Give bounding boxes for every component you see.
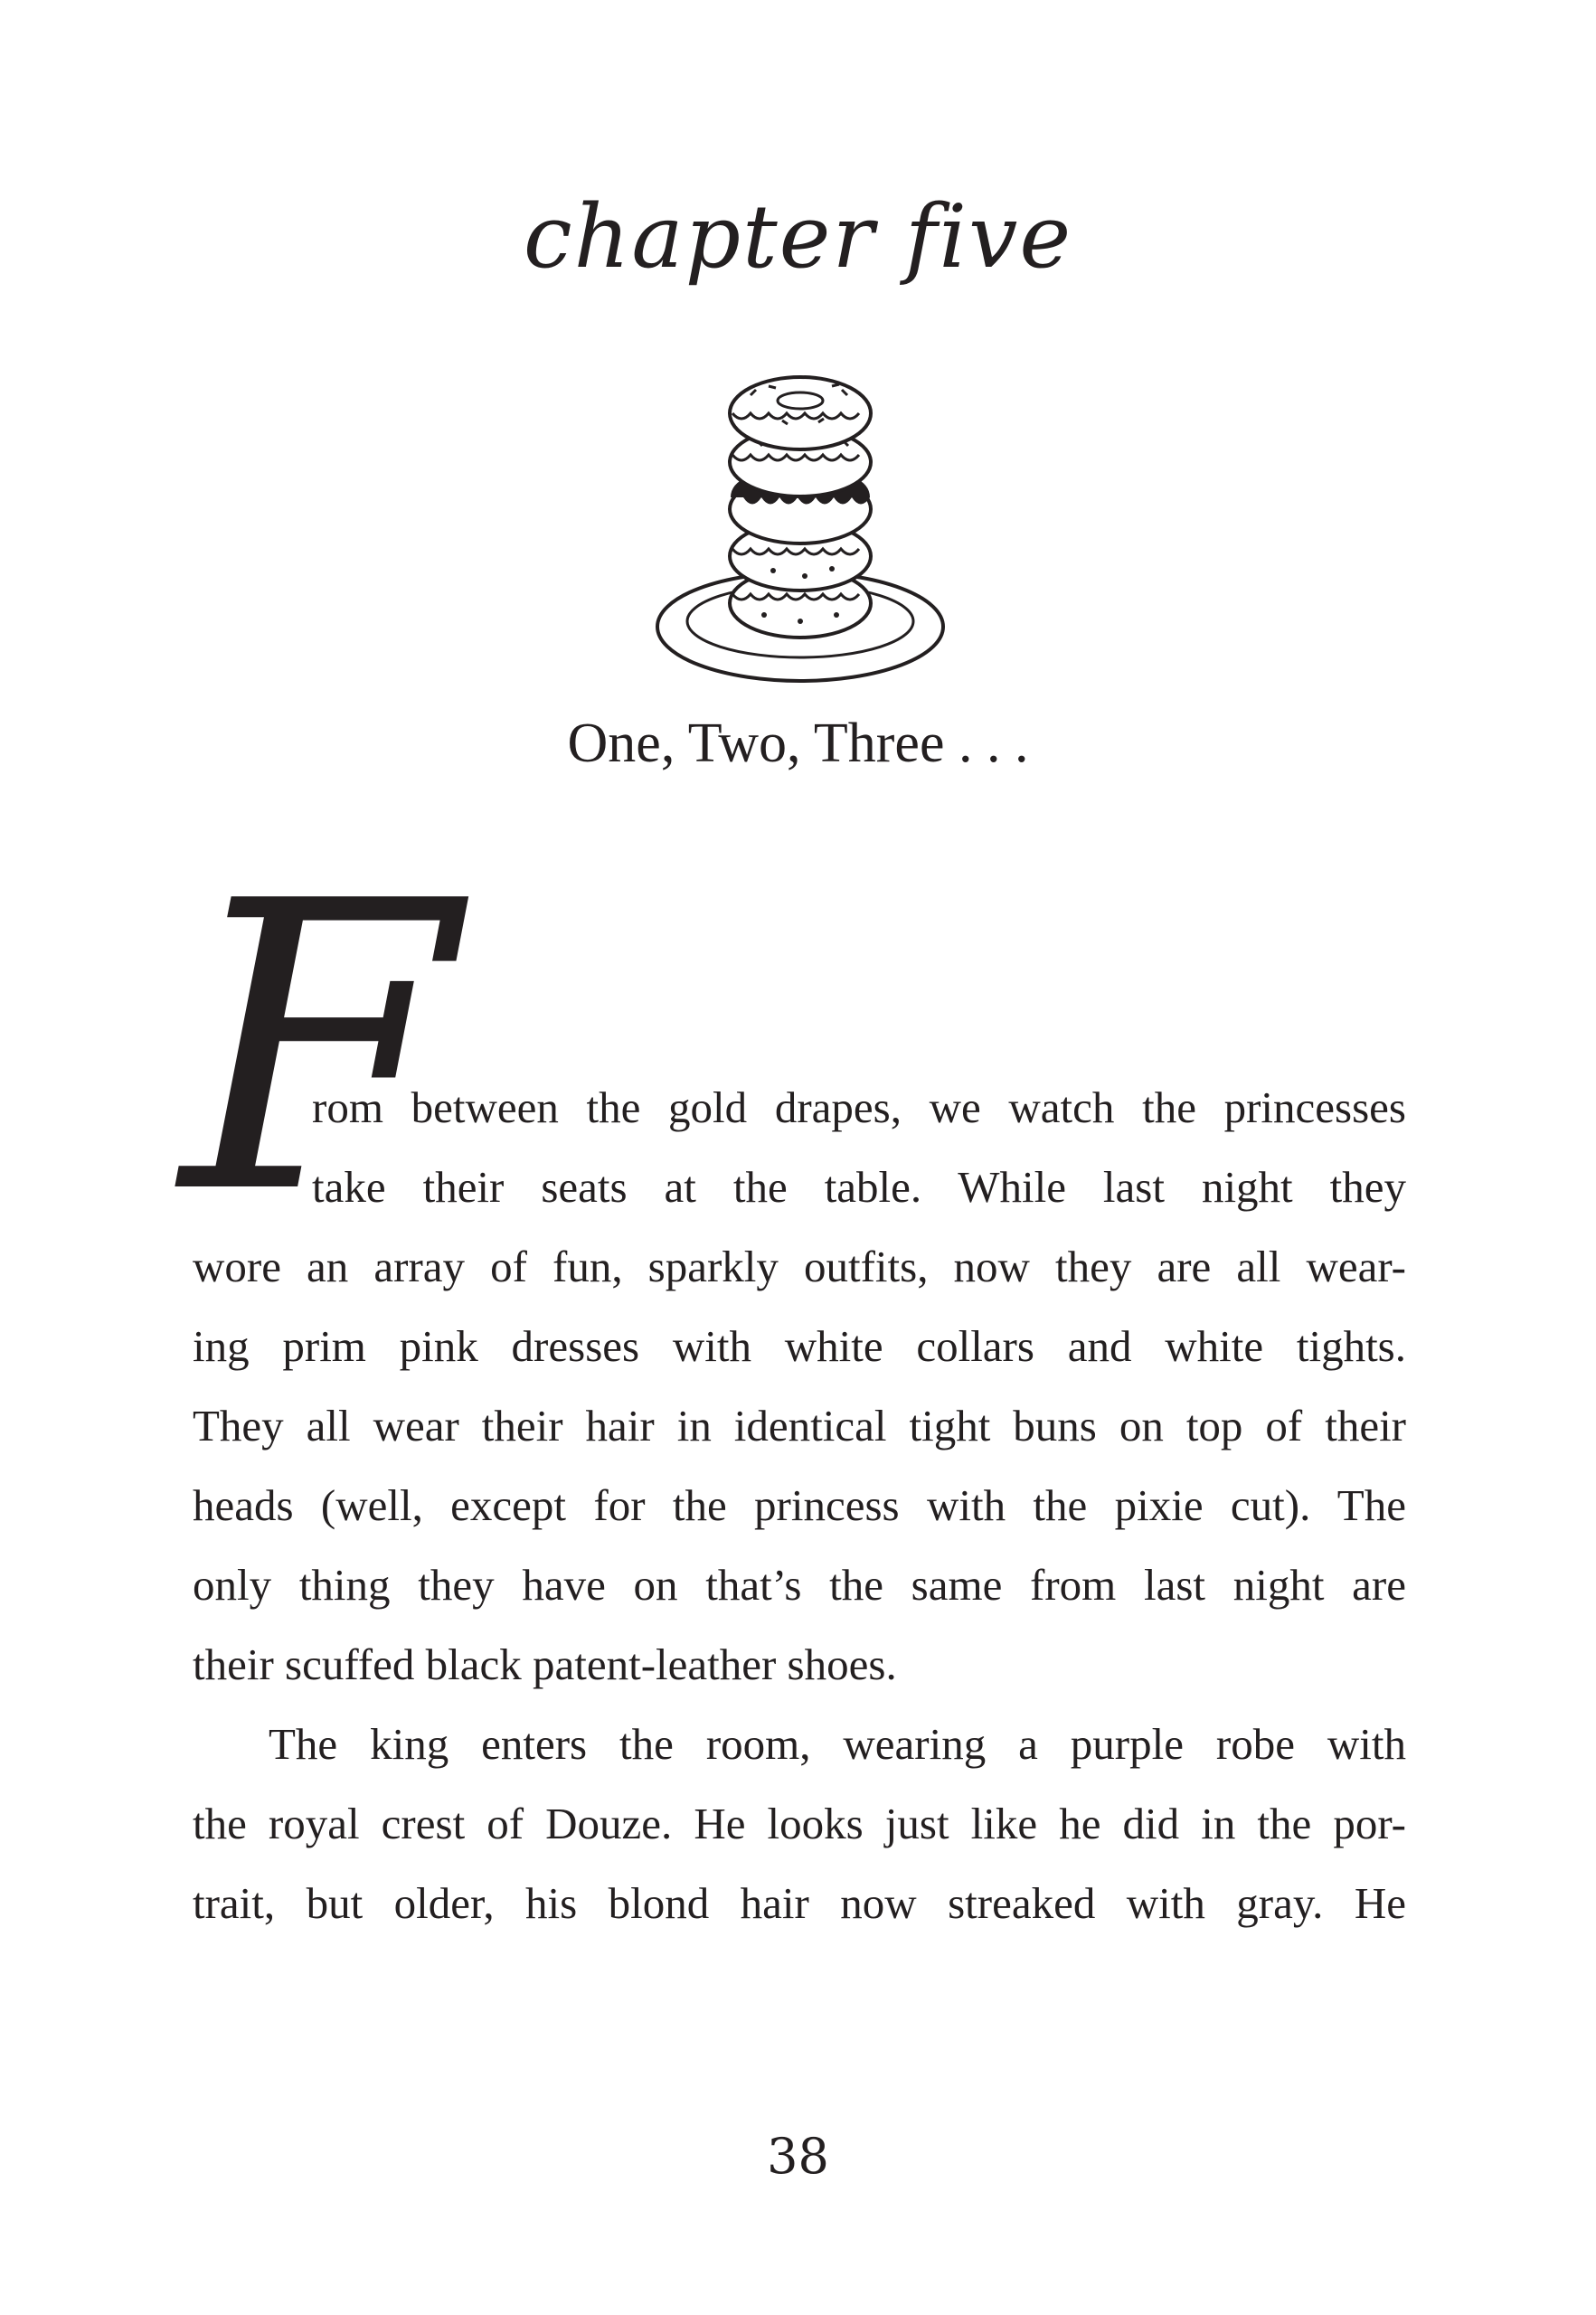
text-line: trait, but older, his blond hair now streaked with gray. He bbox=[193, 1878, 1406, 1928]
text-line: The king enters the room, wearing a purple robe with bbox=[269, 1719, 1406, 1769]
text-line: They all wear their hair in identical tight buns on top of their bbox=[193, 1401, 1406, 1450]
text-line: take their seats at the table. While last night they bbox=[312, 1162, 1406, 1212]
chapter-heading: chapter five bbox=[523, 186, 1073, 288]
text-line: the royal crest of Douze. He looks just like he did in the por- bbox=[193, 1799, 1406, 1848]
page-number: 38 bbox=[767, 2128, 829, 2185]
text-line: heads (well, except for the princess with the pixie cut). The bbox=[193, 1480, 1406, 1530]
text-line: wore an array of fun, sparkly outfits, now they are all wear- bbox=[193, 1242, 1406, 1291]
text-line: their scuffed black patent-leather shoes. bbox=[193, 1639, 897, 1689]
donut-stack-on-plate-icon bbox=[647, 339, 954, 696]
text-line: ing prim pink dresses with white collars and white tights. bbox=[193, 1321, 1406, 1371]
drop-cap: F bbox=[181, 817, 458, 1280]
chapter-subtitle: One, Two, Three . . . bbox=[567, 713, 1029, 774]
text-line: rom between the gold drapes, we watch the princesses bbox=[312, 1082, 1406, 1132]
text-line: only thing they have on that’s the same from last night are bbox=[193, 1560, 1406, 1610]
